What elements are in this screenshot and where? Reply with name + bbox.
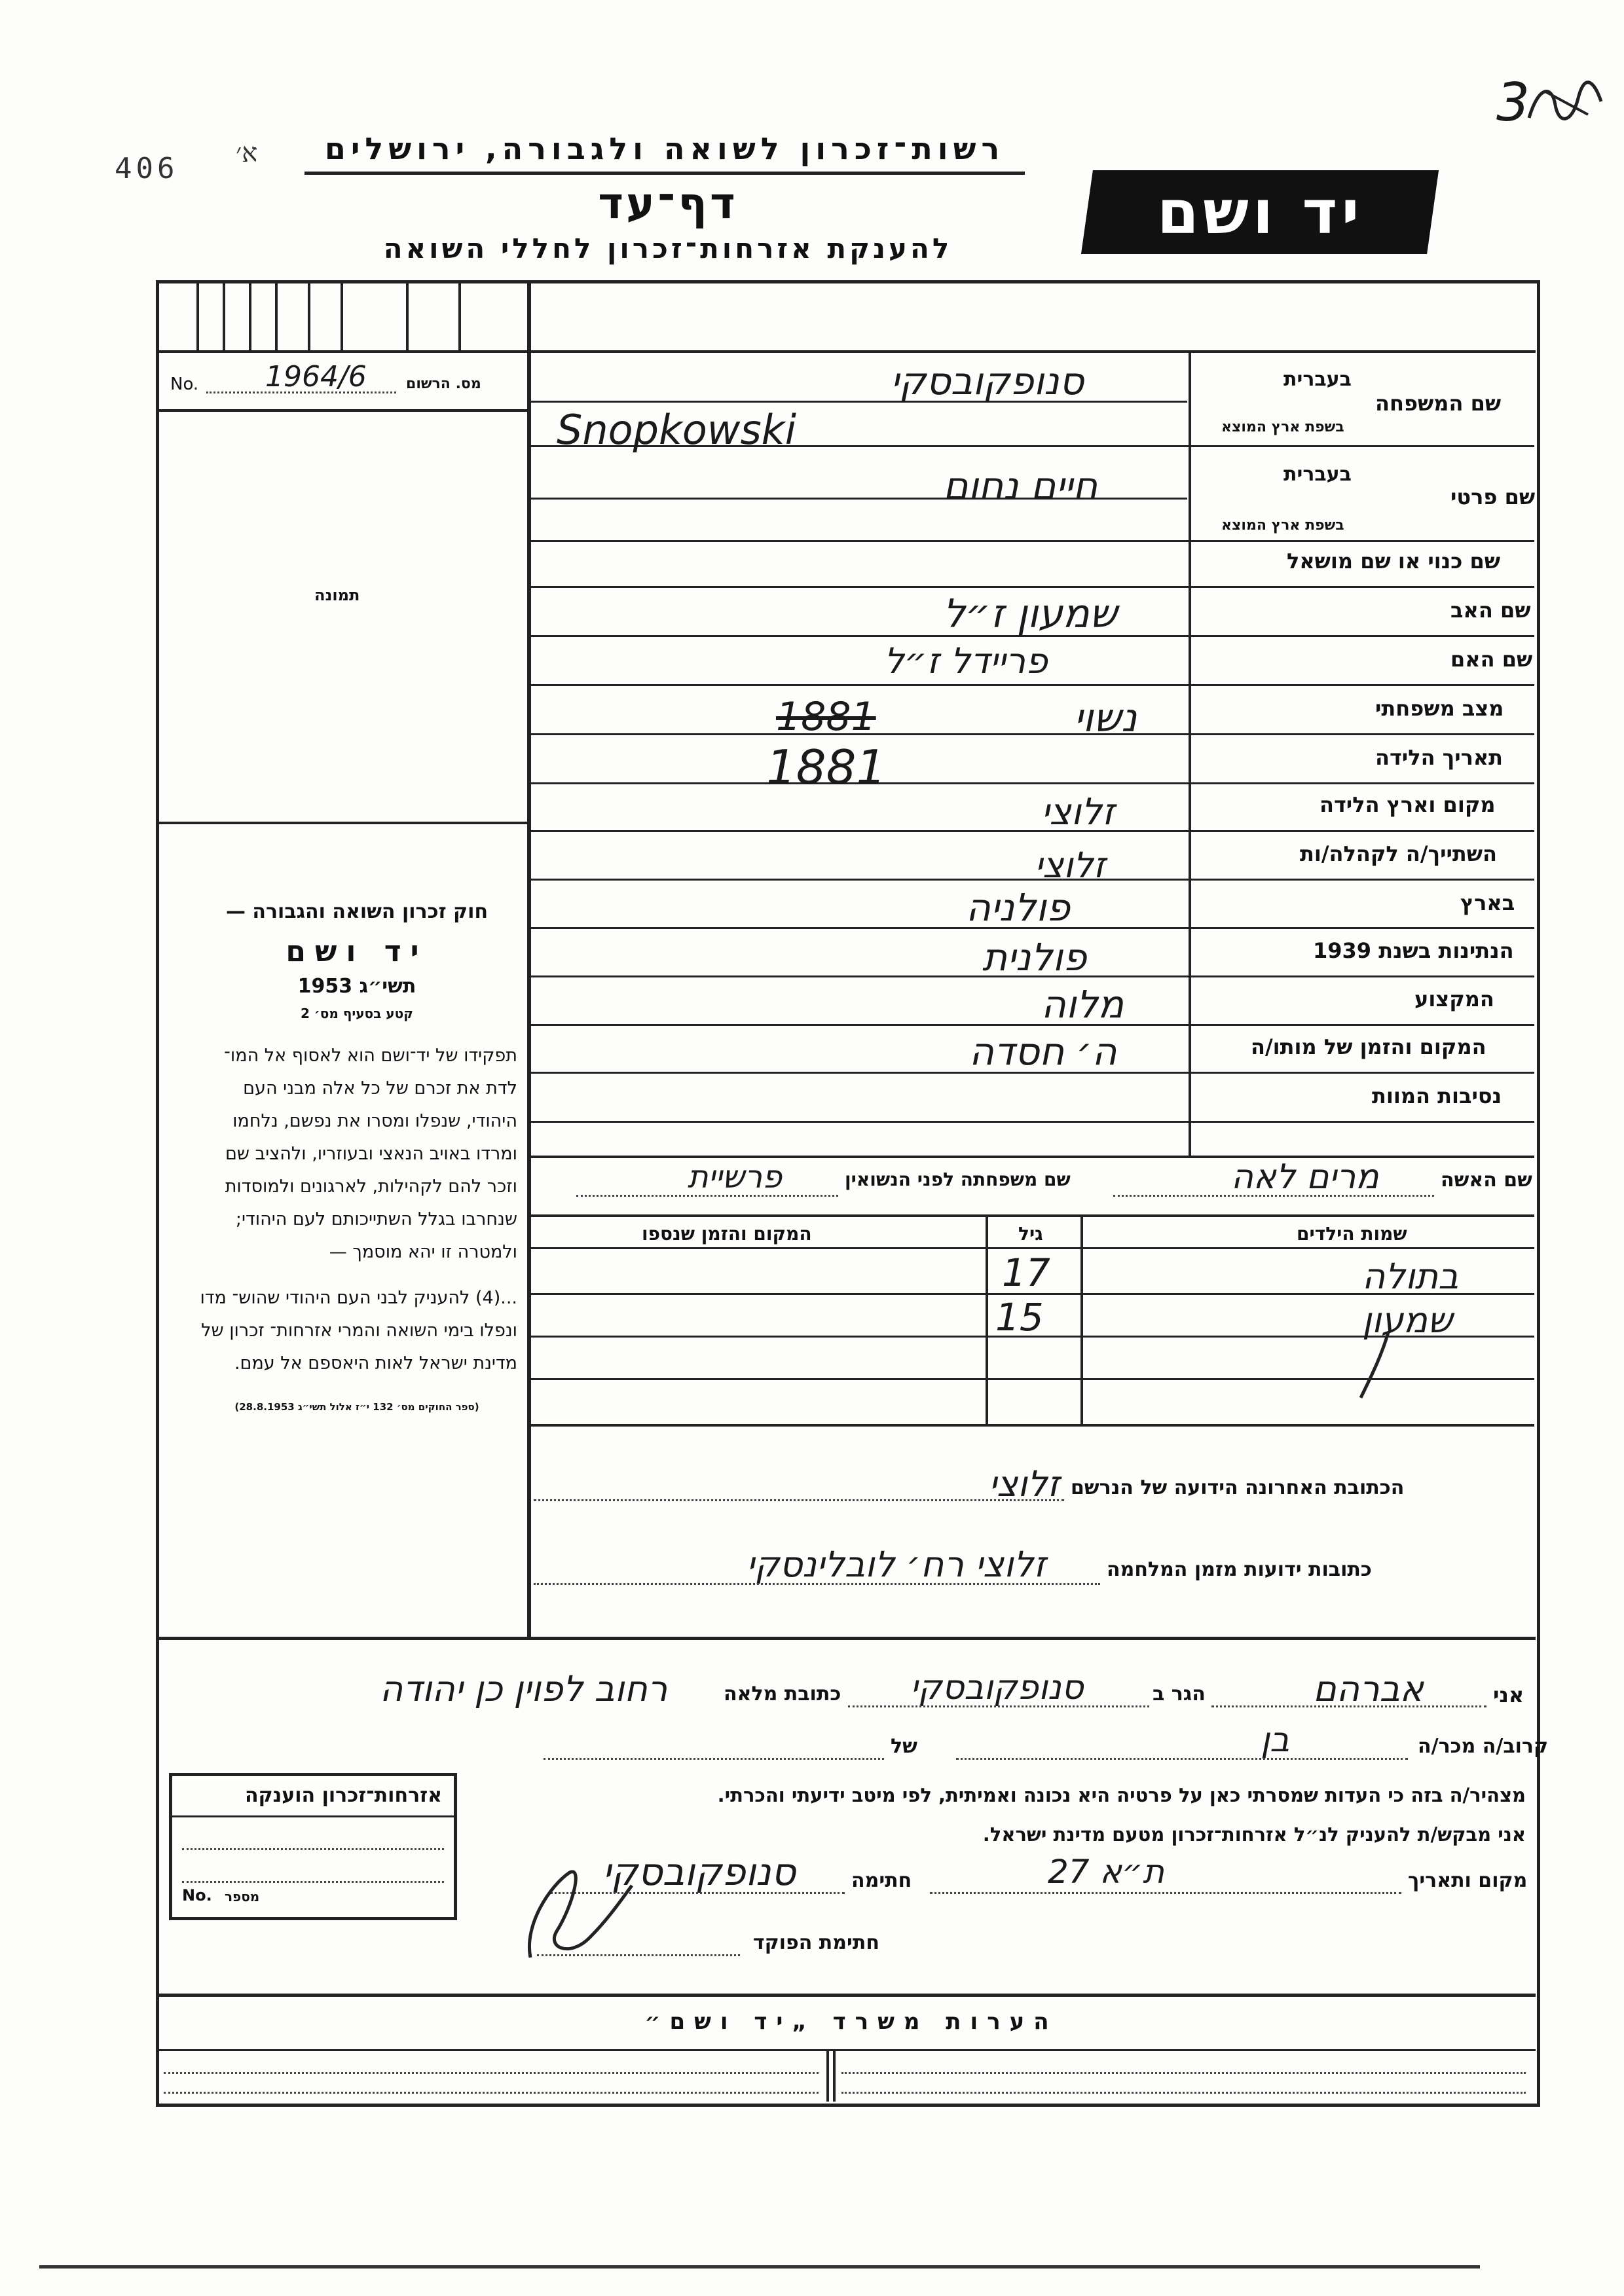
- place-date-value: ת״א 27: [1048, 1853, 1165, 1891]
- family-name-origin-label: בשפת ארץ המוצא: [1221, 419, 1344, 435]
- family-name-label: שם המשפחה: [1375, 391, 1502, 416]
- citizenship-label: הנתינות בשנת 1939: [1313, 938, 1514, 963]
- declaration-text: מצהיר/ה בזה כי העדות שמסרתי כאן על פרטיה היא נכונה ואמיתית, לפי מיטב ידיעתי והכרתי.: [717, 1784, 1526, 1806]
- law-title: חוק זכרון השואה והגבורה —: [225, 900, 489, 923]
- father-label: שם האב: [1450, 598, 1531, 623]
- children-col-divider-1: [986, 1214, 988, 1424]
- citizenship-box-dots-1: [182, 1848, 444, 1850]
- labels-column-divider: [1189, 350, 1191, 1156]
- relative-dots: [956, 1758, 1408, 1760]
- authority-title-underline: [304, 172, 1025, 175]
- last-address-value: זלוצי: [989, 1463, 1060, 1504]
- citizenship-box-number-label: מספר: [225, 1889, 260, 1904]
- mother-label: שם האם: [1450, 647, 1533, 672]
- full-address-label: כתובת מלאה: [724, 1683, 841, 1705]
- war-address-value: זלוצי רח׳ לובלינסקי: [747, 1544, 1046, 1585]
- citizenship-box-dots-2: [182, 1881, 444, 1883]
- occupation-label: המקצוע: [1414, 987, 1494, 1011]
- law-paragraph-1: תפקידו של יד־ושם הוא לאסוף אל המו־ לדת את זכרם של כל אלה מבני העם היהודי, שנפלו ומסרו את נפשם, נלחמו ומרדו באויב הנאצי ובעוזריו, ולהציב שם וזכר להם לקהילות, לארגונים ולמוסדות שנחרבו בגלל השתייכותם לעם היהודי; ולמטרה זו יהא מוסמך —: [224, 1046, 517, 1262]
- birthdate-value: 1881: [766, 740, 887, 795]
- declarant-first-name: אברהם: [1313, 1668, 1424, 1709]
- photo-bottom-line: [157, 822, 529, 824]
- office-notes-dots-4: [841, 2092, 1526, 2094]
- top-right-handwritten-number: 3: [1496, 72, 1530, 133]
- citizenship-box-title-line: [172, 1815, 454, 1817]
- officer-signature-label: חתימת הפוקד: [753, 1931, 879, 1954]
- corner-number: 406: [115, 152, 179, 185]
- citizenship-value: פולנית: [982, 935, 1087, 979]
- family-name-origin-value: Snopkowski: [557, 406, 796, 454]
- law-reference: (ספר החוקים מס׳ 132 י״ז אלול תשי״ג 28.8.1953): [234, 1401, 479, 1413]
- nickname-label: שם כנוי או שם מושאל: [1287, 549, 1501, 574]
- birthdate-label: תאריך הלידה: [1375, 745, 1504, 770]
- top-right-scribble: [1526, 79, 1604, 131]
- signature-flourish: [511, 1859, 642, 1977]
- declarant-i-label: אני: [1493, 1683, 1524, 1707]
- field-rule-16: [529, 1121, 1534, 1123]
- community-value: זלוצי: [1035, 845, 1106, 886]
- war-address-dots: [534, 1583, 1100, 1585]
- last-address-label: הכתובת האחרונה הידועה של הנרשם: [1071, 1476, 1405, 1499]
- yad-vashem-logo: [1081, 170, 1439, 254]
- registry-label: מס. הרשום: [406, 376, 481, 392]
- registry-number-field: [170, 360, 524, 399]
- citizenship-box-title: אזרחות־זכרון הוענקה: [244, 1784, 442, 1807]
- war-address-label: כתובות ידועות מזמן המלחמה: [1107, 1558, 1372, 1581]
- relation-value: בן: [1261, 1721, 1290, 1760]
- field-rule-11: [529, 879, 1534, 881]
- corner-mark: א׳: [236, 138, 258, 168]
- office-notes-dots-2: [841, 2072, 1526, 2074]
- country-value: פולניה: [966, 885, 1071, 930]
- logo-text: יד ושם: [1156, 177, 1363, 247]
- request-text: אני מבקש/ת להעניק לנ״ל אזרחות־זכרון מטעם מדינת ישראל.: [982, 1823, 1526, 1846]
- full-address-value: רחוב לפוין כן יהודה: [380, 1668, 668, 1709]
- of-dots: [544, 1758, 884, 1760]
- last-address-dots: [534, 1499, 1064, 1501]
- child-2-name-tail: [1356, 1329, 1395, 1401]
- officer-signature-dots: [537, 1954, 740, 1956]
- left-column-divider: [527, 282, 531, 1637]
- first-name-label: שם פרטי: [1450, 484, 1536, 509]
- maiden-dots: [576, 1195, 838, 1197]
- child-2-age: 15: [995, 1295, 1044, 1339]
- top-strip-tick-1: [196, 282, 199, 350]
- top-strip-tick-8: [458, 282, 461, 350]
- first-name-in-hebrew-label: בעברית: [1283, 463, 1352, 486]
- children-header-line: [529, 1247, 1534, 1249]
- child-1-age: 17: [1002, 1250, 1050, 1295]
- wife-value: מרים לאה: [1231, 1157, 1379, 1197]
- family-name-hebrew-value: סנופקובסקי: [891, 359, 1084, 403]
- maiden-name-value: פרשיית: [688, 1159, 783, 1195]
- relative-label: קרוב/ה מכר/ה: [1418, 1735, 1549, 1758]
- maiden-name-label: שם משפחתה לפני הנשואין: [845, 1169, 1071, 1190]
- marital-label: מצב משפחתי: [1375, 696, 1504, 721]
- children-bottom-line: [529, 1424, 1534, 1427]
- children-place-header: המקום והזמן שנספו: [642, 1223, 812, 1245]
- field-rule-4: [529, 540, 1534, 542]
- office-notes-top-line: [157, 1994, 1536, 1997]
- office-notes-line-1: [157, 2049, 1536, 2051]
- scan-bottom-edge: [39, 2265, 1480, 2269]
- country-label: בארץ: [1460, 890, 1515, 915]
- birthplace-label: מקום וארץ הלידה: [1320, 792, 1496, 817]
- law-section: קטע בסעיף מס׳ 2: [301, 1006, 413, 1021]
- of-label: של: [891, 1735, 917, 1758]
- addresses-bottom-line: [157, 1637, 1536, 1640]
- form-subtitle: להענקת אזרחות־זכרון לחללי השואה: [383, 232, 953, 264]
- child-1-name: בתולה: [1362, 1256, 1459, 1297]
- registry-bottom-line: [157, 409, 529, 412]
- field-rule-5: [529, 586, 1534, 588]
- law-year: תשי״ג 1953: [297, 975, 416, 998]
- first-name-value: חיים נחום: [943, 464, 1098, 508]
- field-rule-9: [529, 782, 1534, 784]
- birthplace-value: זלוצי: [1041, 791, 1115, 833]
- photo-label: תמונה: [314, 586, 360, 604]
- children-names-header: שמות הילדים: [1297, 1223, 1407, 1245]
- wife-bottom-line: [529, 1214, 1534, 1217]
- field-rule-1: [529, 401, 1187, 403]
- declarant-surname: סנופקובסקי: [910, 1668, 1084, 1707]
- office-notes-divider: [826, 2049, 829, 2102]
- wife-dots: [1113, 1195, 1434, 1197]
- top-strip-tick-6: [341, 282, 343, 350]
- family-name-in-hebrew-label: בעברית: [1283, 368, 1352, 391]
- top-strip-tick-4: [275, 282, 278, 350]
- father-value: שמעון ז״ל: [943, 591, 1118, 637]
- death-place-value: ה׳ חסדה: [969, 1029, 1117, 1074]
- citizenship-box-no-label: No.: [182, 1886, 212, 1904]
- field-rule-10: [529, 830, 1534, 832]
- top-strip-tick-7: [406, 282, 409, 350]
- form-title: דף־עד: [598, 178, 738, 228]
- declarant-first-dots: [1211, 1705, 1486, 1707]
- registry-no-label: No.: [170, 374, 199, 394]
- office-notes-dots-1: [164, 2072, 819, 2074]
- death-cause-label: נסיבות המוות: [1372, 1084, 1502, 1108]
- office-notes-title: הערות משרד „יד ושם״: [644, 2009, 1058, 2035]
- law-paragraph-2: ...(4) להעניק לבני העם היהודי שהוש־ מדו ונפלו בימי השואה והמרי אזרחות־ זכרון של מדינת ישראל לאות היאספם אל עמם.: [200, 1288, 517, 1374]
- children-age-header: גיל: [1018, 1223, 1043, 1245]
- child-2-name: שמעון: [1362, 1300, 1453, 1341]
- top-strip-tick-3: [249, 282, 251, 350]
- law-block: [196, 900, 517, 1413]
- citizenship-granted-box: [169, 1773, 457, 1920]
- declarant-surname-dots: [848, 1705, 1149, 1707]
- field-rule-8: [529, 733, 1534, 735]
- authority-title: רשות־זכרון לשואה ולגבורה, ירושלים: [324, 131, 1005, 166]
- top-strip-tick-2: [223, 282, 225, 350]
- top-strip-line: [157, 350, 1536, 353]
- office-notes-dots-3: [164, 2092, 819, 2094]
- mother-value: פריידל ז״ל: [884, 640, 1048, 682]
- field-rule-7: [529, 684, 1534, 686]
- signature-label: חתימה: [851, 1869, 912, 1892]
- field-rule-17: [529, 1156, 1534, 1158]
- wife-label: שם האשה: [1441, 1169, 1532, 1192]
- lives-in-label: הגר ב: [1153, 1683, 1206, 1705]
- field-rule-14: [529, 1024, 1534, 1026]
- registry-number-value: 1964/6: [265, 360, 367, 393]
- place-date-label: מקום ותאריך: [1408, 1869, 1528, 1892]
- community-label: השתייך/ה לקהלה/ות: [1300, 841, 1498, 866]
- children-col-divider-2: [1080, 1214, 1083, 1424]
- place-date-dots: [930, 1892, 1401, 1894]
- first-name-origin-label: בשפת ארץ המוצא: [1221, 517, 1344, 534]
- top-strip-tick-5: [308, 282, 310, 350]
- death-place-label: המקום והזמן של מותו/ה: [1251, 1034, 1486, 1059]
- law-name: יד ושם: [286, 935, 428, 968]
- marital-value: נשוי: [1074, 695, 1137, 741]
- office-notes-divider-2: [833, 2049, 836, 2102]
- struck-value: 1881: [776, 694, 876, 740]
- occupation-value: מלוה: [1041, 982, 1124, 1027]
- signature-value: סנופקובסקי: [602, 1850, 796, 1894]
